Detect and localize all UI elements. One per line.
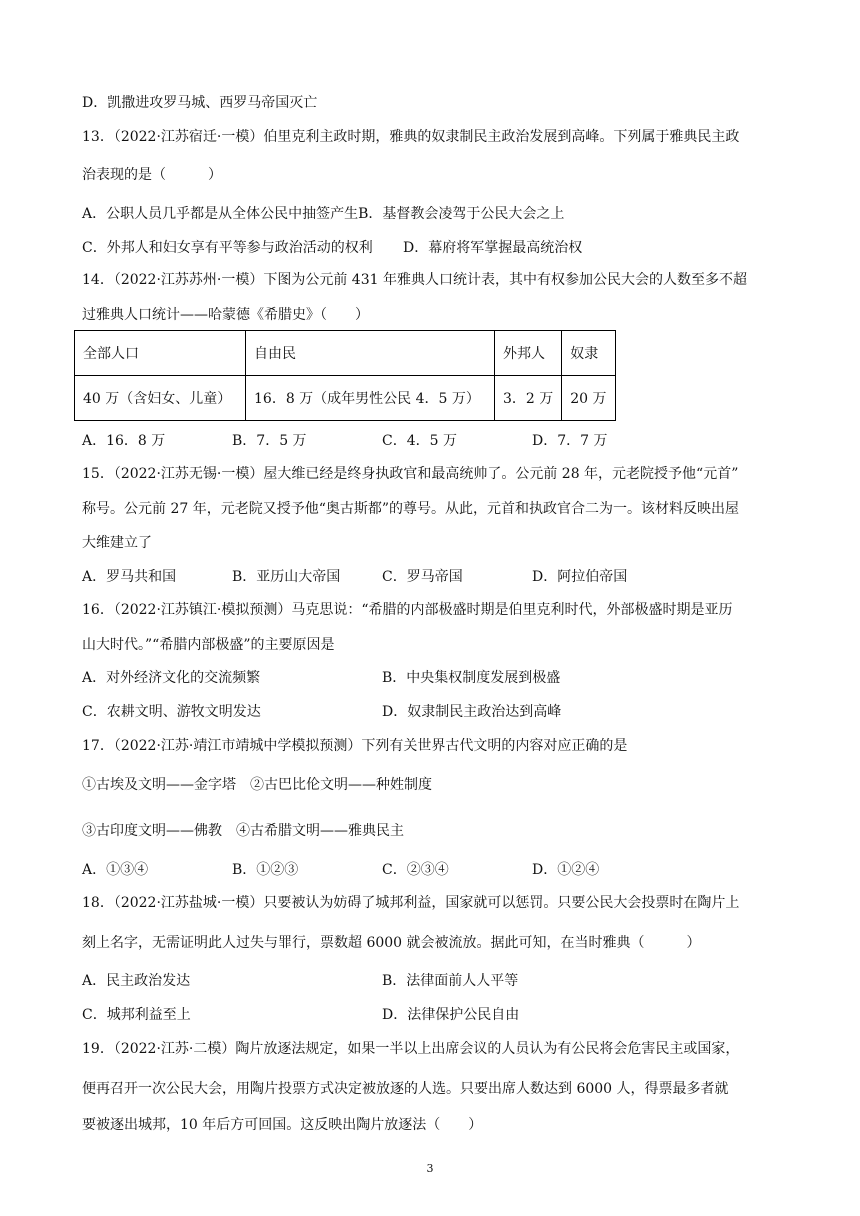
q16-stem-line2: 山大时代。”“希腊内部极盛”的主要原因是 — [82, 637, 335, 653]
table-cell: 16．8 万（成年男性公民 4．5 万） — [246, 376, 495, 421]
table-header-cell: 全部人口 — [75, 331, 246, 376]
q13-options-ab: A．公职人员几乎都是从全体公民中抽签产生B．基督教会凌驾于公民大会之上 — [82, 206, 565, 222]
q16-stem-line1: 16．（2022·江苏镇江·模拟预测）马克思说：“希腊的内部极盛时期是伯里克利时代，外部极盛时期是亚历 — [82, 602, 733, 618]
q14-stem-line2: 过雅典人口统计——哈蒙德《希腊史》（ ） — [82, 307, 369, 323]
q17-stem-line1: 17．（2022·江苏·靖江市靖城中学模拟预测）下列有关世界古代文明的内容对应正确的是 — [82, 738, 628, 754]
q17-items-1-2: ①古埃及文明——金字塔 ②古巴比伦文明——种姓制度 — [82, 777, 432, 793]
table-cell: 20 万 — [562, 376, 615, 421]
q14-option-a: A．16．8 万 — [82, 433, 166, 449]
q19-stem-line2: 便再召开一次公民大会，用陶片投票方式决定被放逐的人选。只要出席人数达到 6000 人，得票最多者就 — [82, 1081, 729, 1097]
q16-option-b: B．中央集权制度发展到极盛 — [382, 670, 561, 686]
q12-option-d: D．凯撒进攻罗马城、西罗马帝国灭亡 — [82, 95, 318, 111]
q18-option-c: C．城邦利益至上 — [82, 1007, 191, 1023]
q14-option-c: C．4．5 万 — [382, 433, 457, 449]
q17-option-c: C．②③④ — [382, 862, 449, 878]
q18-option-b: B．法律面前人人平等 — [382, 973, 519, 989]
q19-stem-line3: 要被逐出城邦，10 年后方可回国。这反映出陶片放逐法（ ） — [82, 1117, 483, 1133]
q15-option-a: A．罗马共和国 — [82, 569, 177, 585]
q16-option-a: A．对外经济文化的交流频繁 — [82, 670, 261, 686]
q13-option-c: C．外邦人和妇女享有平等参与政治活动的权利 — [82, 240, 373, 256]
q16-option-c: C．农耕文明、游牧文明发达 — [82, 704, 261, 720]
q14-option-d: D．7．7 万 — [532, 433, 608, 449]
page-number: 3 — [426, 1162, 434, 1175]
q17-option-a: A．①③④ — [82, 862, 149, 878]
q15-stem-line3: 大维建立了 — [82, 535, 152, 551]
q15-option-d: D．阿拉伯帝国 — [532, 569, 628, 585]
q17-option-d: D．①②④ — [532, 862, 600, 878]
q13-stem-line2: 治表现的是（ ） — [82, 167, 222, 183]
q14-stem-line1: 14．（2022·江苏苏州·一模）下图为公元前 431 年雅典人口统计表，其中有权参加公民大会的人数至多不超 — [82, 272, 747, 288]
q15-option-b: B．亚历山大帝国 — [232, 569, 341, 585]
q15-stem-line2: 称号。公元前 27 年，元老院又授予他“奥古斯都”的尊号。从此，元首和执政官合二为一。该材料反映出屋 — [82, 501, 740, 517]
table-cell: 40 万（含妇女、儿童） — [75, 376, 246, 421]
q13-stem-line1: 13．（2022·江苏宿迁·一模）伯里克利主政时期，雅典的奴隶制民主政治发展到高峰。下列属于雅典民主政 — [82, 129, 740, 145]
population-table — [74, 330, 616, 421]
table-header-cell: 奴隶 — [562, 331, 615, 376]
table-cell: 3．2 万 — [495, 376, 562, 421]
q14-option-b: B．7．5 万 — [232, 433, 307, 449]
q18-stem-line2: 刻上名字，无需证明此人过失与罪行，票数超 6000 就会被流放。据此可知，在当时雅典（ ） — [82, 935, 701, 951]
q18-stem-line1: 18．（2022·江苏盐城·一模）只要被认为妨碍了城邦利益，国家就可以惩罚。只要公民大会投票时在陶片上 — [82, 895, 740, 911]
table-header-cell: 外邦人 — [495, 331, 562, 376]
q18-option-d: D．法律保护公民自由 — [382, 1007, 520, 1023]
q15-option-c: C．罗马帝国 — [382, 569, 463, 585]
q16-option-d: D．奴隶制民主政治达到高峰 — [382, 704, 562, 720]
q15-stem-line1: 15．（2022·江苏无锡·一模）屋大维已经是终身执政官和最高统帅了。公元前 28 年，元老院授予他“元首” — [82, 466, 739, 482]
table-header-cell: 自由民 — [246, 331, 495, 376]
q17-items-3-4: ③古印度文明——佛教 ④古希腊文明——雅典民主 — [82, 823, 404, 839]
q17-option-b: B．①②③ — [232, 862, 299, 878]
q19-stem-line1: 19．（2022·江苏·二模）陶片放逐法规定，如果一半以上出席会议的人员认为有公民将会危害民主或国家， — [82, 1041, 740, 1057]
q13-option-d: D．幕府将军掌握最高统治权 — [403, 240, 583, 256]
table-header-row — [75, 331, 616, 376]
q18-option-a: A．民主政治发达 — [82, 973, 191, 989]
table-row — [75, 376, 616, 421]
